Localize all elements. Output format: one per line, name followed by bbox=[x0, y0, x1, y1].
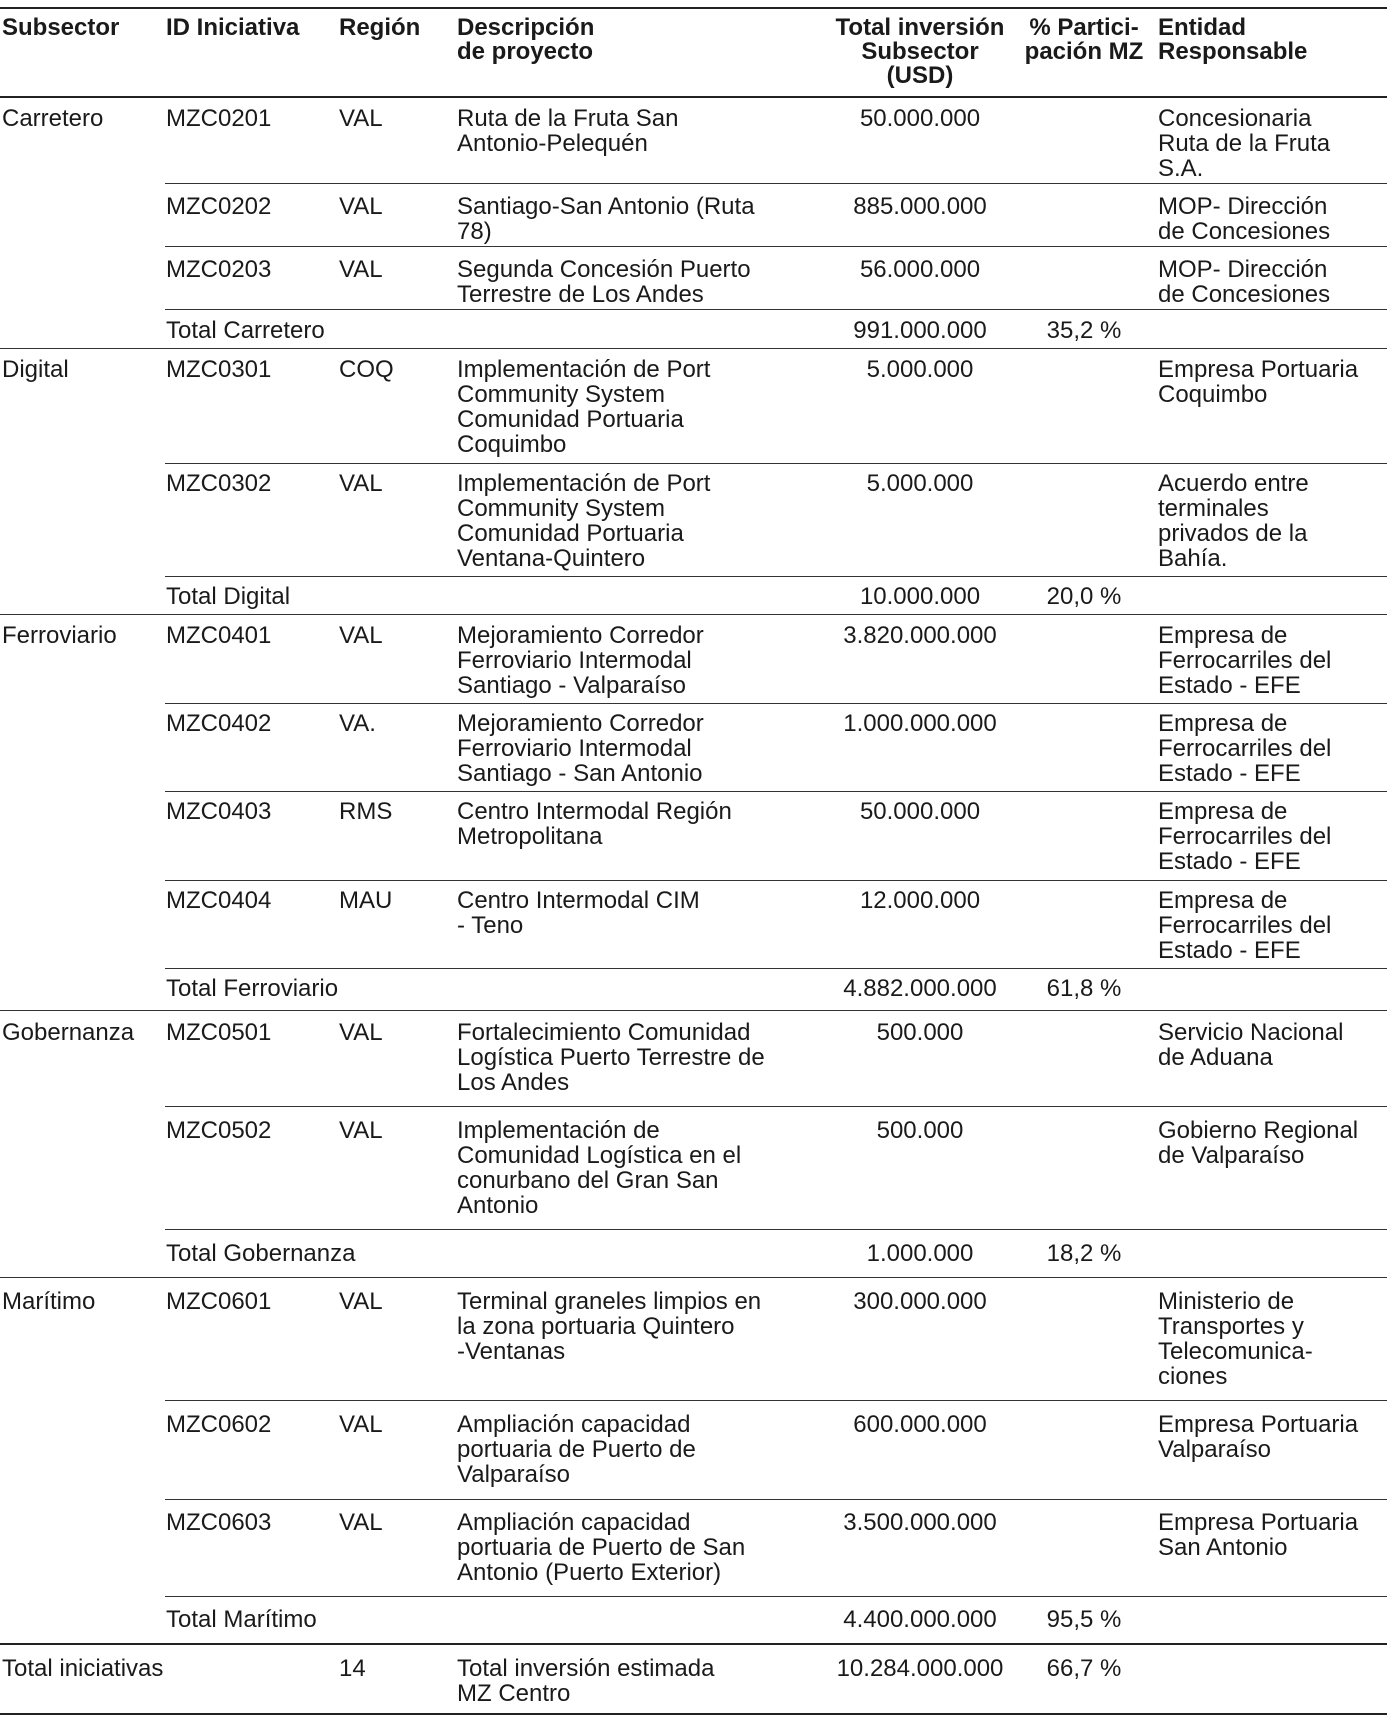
row-entity: Empresa de Ferrocarriles del Estado - EFE bbox=[1158, 798, 1332, 875]
row-id: MZC0301 bbox=[166, 356, 272, 383]
row-region: VAL bbox=[339, 105, 383, 132]
subtotal-participation: 20,0 % bbox=[1046, 583, 1122, 610]
row-id: MZC0403 bbox=[166, 798, 272, 825]
row-investment: 5.000.000 bbox=[866, 356, 974, 383]
row-id: MZC0601 bbox=[166, 1288, 272, 1315]
row-divider bbox=[165, 246, 1387, 247]
row-id: MZC0201 bbox=[166, 105, 272, 132]
row-region: COQ bbox=[339, 356, 394, 383]
row-divider bbox=[165, 703, 1387, 704]
group-divider bbox=[0, 1277, 1387, 1278]
row-divider bbox=[165, 1106, 1387, 1107]
header-region: Región bbox=[339, 14, 421, 41]
row-investment: 600.000.000 bbox=[853, 1411, 987, 1438]
row-region: VAL bbox=[339, 1509, 383, 1536]
row-entity: Ministerio de Transportes y Telecomunica- ciones bbox=[1158, 1288, 1313, 1390]
row-description: Centro Intermodal CIM - Teno bbox=[457, 887, 700, 939]
row-investment: 12.000.000 bbox=[859, 887, 981, 914]
row-divider bbox=[165, 576, 1387, 577]
row-region: VAL bbox=[339, 1019, 383, 1046]
row-description: Mejoramiento Corredor Ferroviario Intermodal Santiago - San Antonio bbox=[457, 710, 704, 787]
row-entity: Empresa de Ferrocarriles del Estado - EFE bbox=[1158, 887, 1332, 964]
row-region: VAL bbox=[339, 1411, 383, 1438]
row-description: Santiago-San Antonio (Ruta 78) bbox=[457, 193, 755, 245]
grand-total-investment: 10.284.000.000 bbox=[836, 1655, 1004, 1682]
row-investment: 500.000 bbox=[876, 1019, 964, 1046]
row-divider bbox=[165, 968, 1387, 969]
subsector-label: Ferroviario bbox=[2, 622, 117, 649]
row-region: VA. bbox=[339, 710, 376, 737]
row-investment: 3.820.000.000 bbox=[843, 622, 997, 649]
row-divider bbox=[165, 1499, 1387, 1500]
group-divider bbox=[0, 614, 1387, 615]
row-investment: 5.000.000 bbox=[866, 470, 974, 497]
row-entity: Gobierno Regional de Valparaíso bbox=[1158, 1117, 1359, 1169]
row-id: MZC0401 bbox=[166, 622, 272, 649]
row-divider bbox=[165, 309, 1387, 310]
subtotal-investment: 10.000.000 bbox=[859, 583, 981, 610]
subsector-label: Carretero bbox=[2, 105, 104, 132]
subtotal-participation: 95,5 % bbox=[1046, 1606, 1122, 1633]
header-id: ID Iniciativa bbox=[166, 14, 300, 41]
row-description: Ampliación capacidad portuaria de Puerto de San Antonio (Puerto Exterior) bbox=[457, 1509, 746, 1586]
subtotal-label: Total Marítimo bbox=[166, 1606, 317, 1633]
grand-total-label: Total iniciativas bbox=[2, 1655, 164, 1682]
header-investment: Total inversión Subsector (USD) bbox=[835, 14, 1005, 89]
row-region: VAL bbox=[339, 256, 383, 283]
header-participation: % Partici- pación MZ bbox=[1024, 14, 1144, 65]
row-divider bbox=[165, 880, 1387, 881]
subtotal-label: Total Digital bbox=[166, 583, 291, 610]
row-entity: Empresa de Ferrocarriles del Estado - EFE bbox=[1158, 710, 1332, 787]
row-investment: 1.000.000.000 bbox=[843, 710, 997, 737]
row-region: VAL bbox=[339, 1117, 383, 1144]
row-investment: 50.000.000 bbox=[859, 105, 981, 132]
group-divider bbox=[0, 1010, 1387, 1011]
row-region: VAL bbox=[339, 470, 383, 497]
row-description: Centro Intermodal Región Metropolitana bbox=[457, 798, 732, 850]
row-divider bbox=[165, 1400, 1387, 1401]
subtotal-participation: 18,2 % bbox=[1046, 1240, 1122, 1267]
header-description: Descripción de proyecto bbox=[457, 14, 595, 65]
row-description: Segunda Concesión Puerto Terrestre de Los Andes bbox=[457, 256, 751, 308]
row-entity: Concesionaria Ruta de la Fruta S.A. bbox=[1158, 105, 1331, 182]
row-description: Ruta de la Fruta San Antonio-Pelequén bbox=[457, 105, 679, 157]
row-description: Terminal graneles limpios en la zona portuaria Quintero -Ventanas bbox=[457, 1288, 762, 1365]
table-bottom-rule bbox=[0, 1713, 1387, 1715]
row-description: Implementación de Comunidad Logística en el conurbano del Gran San Antonio bbox=[457, 1117, 742, 1219]
table-top-rule bbox=[0, 7, 1387, 9]
subsector-label: Digital bbox=[2, 356, 69, 383]
header-subsector: Subsector bbox=[2, 14, 120, 41]
row-id: MZC0302 bbox=[166, 470, 272, 497]
subtotal-investment: 1.000.000 bbox=[866, 1240, 974, 1267]
row-entity: MOP- Dirección de Concesiones bbox=[1158, 256, 1331, 308]
subtotal-label: Total Ferroviario bbox=[166, 975, 339, 1002]
row-id: MZC0501 bbox=[166, 1019, 272, 1046]
header-bottom-rule bbox=[0, 96, 1387, 98]
group-divider bbox=[0, 1643, 1387, 1645]
subtotal-investment: 4.400.000.000 bbox=[843, 1606, 997, 1633]
row-divider bbox=[165, 1229, 1387, 1230]
subtotal-investment: 4.882.000.000 bbox=[843, 975, 997, 1002]
subtotal-label: Total Carretero bbox=[166, 317, 325, 344]
row-investment: 50.000.000 bbox=[859, 798, 981, 825]
row-region: MAU bbox=[339, 887, 393, 914]
row-entity: Empresa Portuaria Valparaíso bbox=[1158, 1411, 1359, 1463]
row-entity: Empresa de Ferrocarriles del Estado - EFE bbox=[1158, 622, 1332, 699]
row-entity: Servicio Nacional de Aduana bbox=[1158, 1019, 1344, 1071]
row-id: MZC0402 bbox=[166, 710, 272, 737]
row-divider bbox=[165, 463, 1387, 464]
row-id: MZC0203 bbox=[166, 256, 272, 283]
row-description: Fortalecimiento Comunidad Logística Puerto Terrestre de Los Andes bbox=[457, 1019, 765, 1096]
row-entity: Empresa Portuaria Coquimbo bbox=[1158, 356, 1359, 408]
row-id: MZC0404 bbox=[166, 887, 272, 914]
subtotal-participation: 61,8 % bbox=[1046, 975, 1122, 1002]
row-id: MZC0602 bbox=[166, 1411, 272, 1438]
row-divider bbox=[165, 1596, 1387, 1597]
row-region: RMS bbox=[339, 798, 393, 825]
row-id: MZC0603 bbox=[166, 1509, 272, 1536]
subsector-label: Gobernanza bbox=[2, 1019, 135, 1046]
row-investment: 885.000.000 bbox=[853, 193, 987, 220]
row-entity: MOP- Dirección de Concesiones bbox=[1158, 193, 1331, 245]
row-description: Implementación de Port Community System Comunidad Portuaria Coquimbo bbox=[457, 356, 711, 458]
group-divider bbox=[0, 348, 1387, 349]
row-entity: Acuerdo entre terminales privados de la Bahía. bbox=[1158, 470, 1309, 572]
grand-total-count: 14 bbox=[339, 1655, 366, 1682]
row-description: Ampliación capacidad portuaria de Puerto de Valparaíso bbox=[457, 1411, 696, 1488]
row-id: MZC0202 bbox=[166, 193, 272, 220]
subtotal-label: Total Gobernanza bbox=[166, 1240, 356, 1267]
row-investment: 56.000.000 bbox=[859, 256, 981, 283]
row-region: VAL bbox=[339, 1288, 383, 1315]
grand-total-participation: 66,7 % bbox=[1046, 1655, 1122, 1682]
row-description: Mejoramiento Corredor Ferroviario Intermodal Santiago - Valparaíso bbox=[457, 622, 704, 699]
header-entity: Entidad Responsable bbox=[1158, 14, 1308, 65]
row-region: VAL bbox=[339, 193, 383, 220]
row-divider bbox=[165, 791, 1387, 792]
subsector-label: Marítimo bbox=[2, 1288, 96, 1315]
row-id: MZC0502 bbox=[166, 1117, 272, 1144]
subtotal-participation: 35,2 % bbox=[1046, 317, 1122, 344]
row-divider bbox=[165, 183, 1387, 184]
subtotal-investment: 991.000.000 bbox=[853, 317, 987, 344]
row-region: VAL bbox=[339, 622, 383, 649]
grand-total-description: Total inversión estimada MZ Centro bbox=[457, 1655, 715, 1707]
row-investment: 300.000.000 bbox=[853, 1288, 987, 1315]
row-investment: 500.000 bbox=[876, 1117, 964, 1144]
row-description: Implementación de Port Community System Comunidad Portuaria Ventana-Quintero bbox=[457, 470, 711, 572]
row-entity: Empresa Portuaria San Antonio bbox=[1158, 1509, 1359, 1561]
row-investment: 3.500.000.000 bbox=[843, 1509, 997, 1536]
